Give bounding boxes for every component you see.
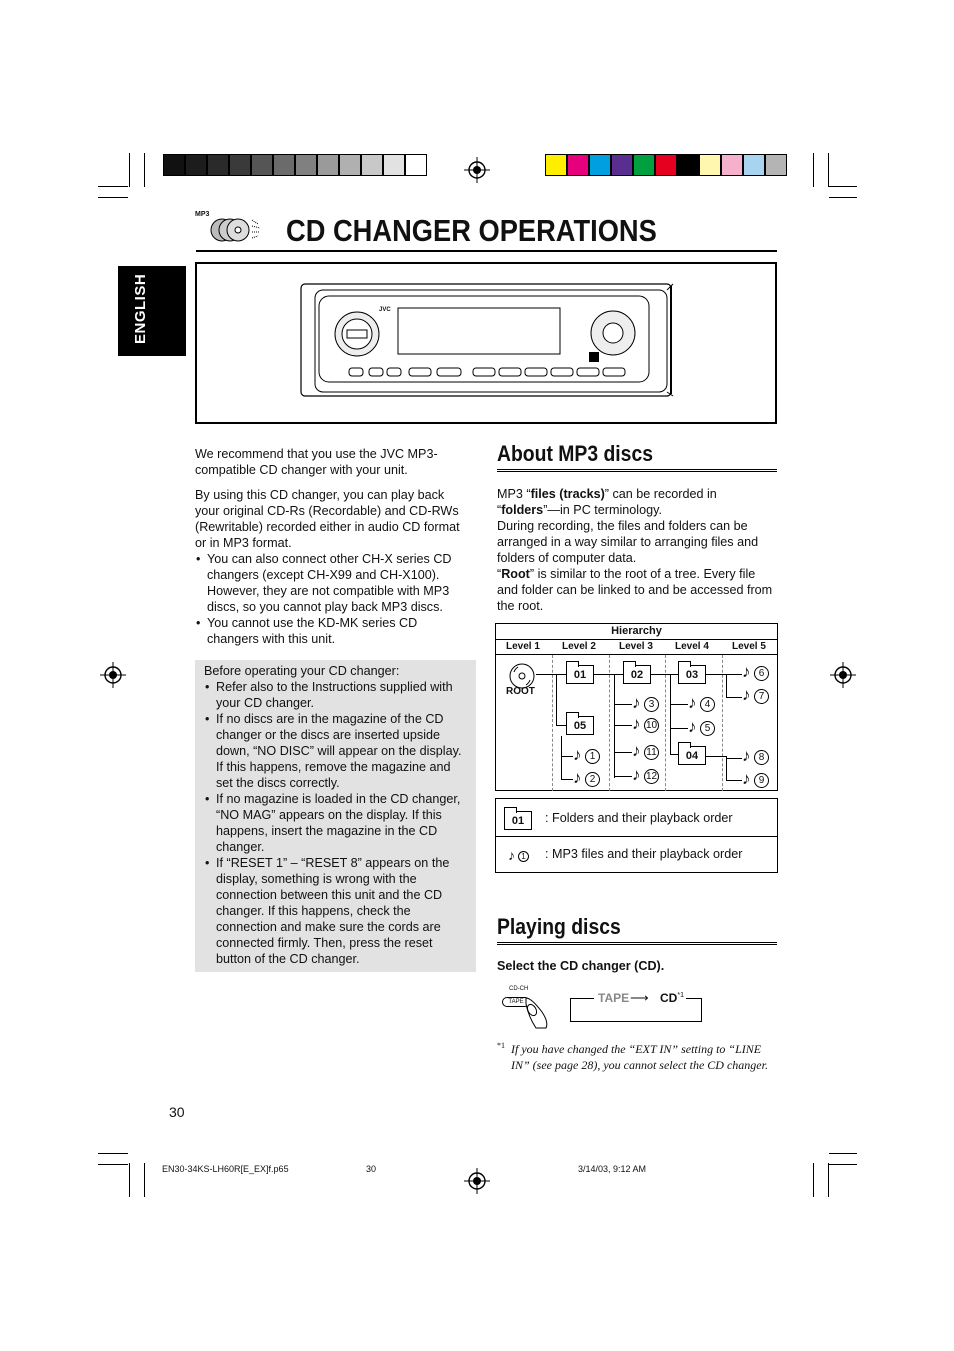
list-item: • You can also connect other CH-X series CD changers (except CH-X99 and CH-X100). However, they are not compatible with MP3 discs, so you cannot play back MP3 discs. — [195, 551, 468, 615]
registration-mark-icon — [830, 662, 856, 688]
color-swatch — [633, 154, 655, 176]
level-label: Level 5 — [732, 641, 766, 652]
level-label: Level 2 — [562, 641, 596, 652]
finger-press-icon — [522, 994, 552, 1030]
color-swatch — [405, 154, 427, 176]
file-2: ♪ 2 — [573, 770, 605, 792]
list-item: • You cannot use the KD-MK series CD changers with this unit. — [195, 615, 468, 647]
file-9: ♪ 9 — [742, 771, 774, 793]
device-illustration-frame — [195, 262, 777, 424]
file-6: ♪ 6 — [742, 664, 774, 686]
box-bullets — [204, 679, 468, 967]
hierarchy-diagram — [495, 623, 778, 791]
legend-folder-sample: 01 — [504, 811, 532, 830]
color-swatch — [185, 154, 207, 176]
step-instruction: Select the CD changer (CD). — [497, 959, 665, 973]
level-label: Level 1 — [506, 641, 540, 652]
color-swatch — [229, 154, 251, 176]
cd-ch-button-group — [500, 986, 570, 1032]
grayscale-bars — [163, 154, 427, 176]
folder-02: 02 — [623, 665, 651, 684]
folder-05: 05 — [566, 716, 594, 735]
color-swatch — [611, 154, 633, 176]
hierarchy-legend — [495, 798, 778, 873]
list-item: • If no magazine is loaded in the CD changer, “NO MAG” appears on the display. If this happens, insert the magazine in the CD changer. — [204, 791, 468, 855]
list-item: • If no discs are in the magazine of the CD changer or the discs are inserted upside down, “NO DISC” will appear on the display. If this happens, remove the magazine and set the discs correctly. — [204, 711, 468, 791]
legend-folder-text: : Folders and their playback order — [545, 811, 733, 825]
color-swatch — [383, 154, 405, 176]
color-swatch — [339, 154, 361, 176]
car-stereo-illustration — [197, 264, 775, 422]
playing-heading: Playing discs — [497, 914, 621, 939]
root-label: ROOT — [506, 686, 535, 697]
before-operating-box — [195, 660, 476, 972]
hierarchy-title: Hierarchy — [611, 625, 662, 637]
page-number: 30 — [169, 1104, 185, 1120]
flow-to-label: CD$^{*1}$ — [660, 991, 684, 1005]
file-5: ♪ 5 — [688, 719, 720, 741]
language-tab-label: ENGLISH — [132, 273, 149, 344]
color-swatch — [721, 154, 743, 176]
button-top-label: CD-CH — [509, 986, 529, 992]
about-heading: About MP3 discs — [497, 441, 653, 466]
level-label: Level 4 — [675, 641, 709, 652]
footer-page: 30 — [366, 1164, 377, 1174]
footer-filename: EN30-34KS-LH60R[E_EX]f.p65 — [162, 1164, 289, 1174]
page-title: CD CHANGER OPERATIONS — [286, 213, 657, 248]
tape-button[interactable]: TAPE — [502, 997, 530, 1007]
color-swatch — [677, 154, 699, 176]
file-12: ♪ 12 — [632, 765, 658, 784]
heading-rule — [497, 469, 777, 472]
heading-rule — [497, 942, 777, 945]
color-swatch — [567, 154, 589, 176]
list-item: • If “RESET 1” – “RESET 8” appears on the display, something is wrong with the connection between this unit and the CD changer. If this happens, check the connection and make sure the cords are connected firmly. Then, press the reset button of the CD changer. — [204, 855, 468, 967]
level-label: Level 3 — [619, 641, 653, 652]
legend-file-text: : MP3 files and their playback order — [545, 847, 743, 861]
registration-mark-icon — [464, 1168, 490, 1194]
color-swatch — [589, 154, 611, 176]
title-rule — [196, 250, 777, 252]
folder-03: 03 — [678, 665, 706, 684]
color-swatch — [545, 154, 567, 176]
intro-paragraph: We recommend that you use the JVC MP3-compatible CD changer with your unit. — [195, 447, 438, 477]
file-11: ♪ 11 — [632, 743, 664, 765]
folder-04: 04 — [678, 746, 706, 765]
footnote: If you have changed the “EXT IN” setting to “LINE IN” (see page 28), you cannot select the CD changer. — [511, 1042, 768, 1072]
color-swatch — [699, 154, 721, 176]
color-swatch — [361, 154, 383, 176]
arrow-right-icon: ⟶ — [630, 990, 649, 1005]
footer-date: 3/14/03, 9:12 AM — [578, 1164, 647, 1174]
legend-file-sample: ♪ 1 — [508, 847, 540, 869]
color-swatch — [207, 154, 229, 176]
color-bars — [545, 154, 787, 176]
device-brand: JVC — [379, 307, 391, 313]
color-swatch — [295, 154, 317, 176]
flow-from-label: TAPE — [598, 991, 630, 1005]
color-swatch — [317, 154, 339, 176]
registration-mark-icon — [100, 662, 126, 688]
compat-bullets — [195, 551, 468, 647]
footnote-mark: *1 — [497, 1041, 505, 1050]
file-7: ♪ 7 — [742, 687, 774, 709]
about-paragraph: MP3 “files (tracks)” can be recorded in “folders”—in PC terminology. During recording, the files and folders can be arranged in a way similar to arranging files and folders of computer data. “Root” is similar to the root of a tree. Every file and folder can be linked to and be accessed from the root. — [497, 487, 773, 613]
color-swatch — [273, 154, 295, 176]
mp3-badge: MP3 — [195, 211, 210, 218]
mode-flow — [570, 989, 705, 1023]
box-title: Before operating your CD changer: — [204, 664, 400, 678]
cd-r-paragraph: By using this CD changer, you can play back your original CD-Rs (Recordable) and CD-RWs (Rewritable) recorded either in audio CD format or in MP3 format. — [195, 488, 460, 550]
file-1: ♪ 1 — [573, 747, 605, 769]
color-swatch — [251, 154, 273, 176]
color-swatch — [655, 154, 677, 176]
discs-icon — [208, 216, 264, 244]
color-swatch — [765, 154, 787, 176]
color-swatch — [163, 154, 185, 176]
file-8: ♪ 8 — [742, 748, 774, 770]
color-swatch — [743, 154, 765, 176]
folder-01: 01 — [566, 665, 594, 684]
list-item: • Refer also to the Instructions supplied with your CD changer. — [204, 679, 468, 711]
file-4: ♪ 4 — [688, 695, 720, 717]
registration-mark-icon — [464, 157, 490, 183]
file-3: ♪ 3 — [632, 695, 664, 717]
file-10: ♪ 10 — [632, 714, 658, 733]
language-tab — [118, 266, 186, 356]
